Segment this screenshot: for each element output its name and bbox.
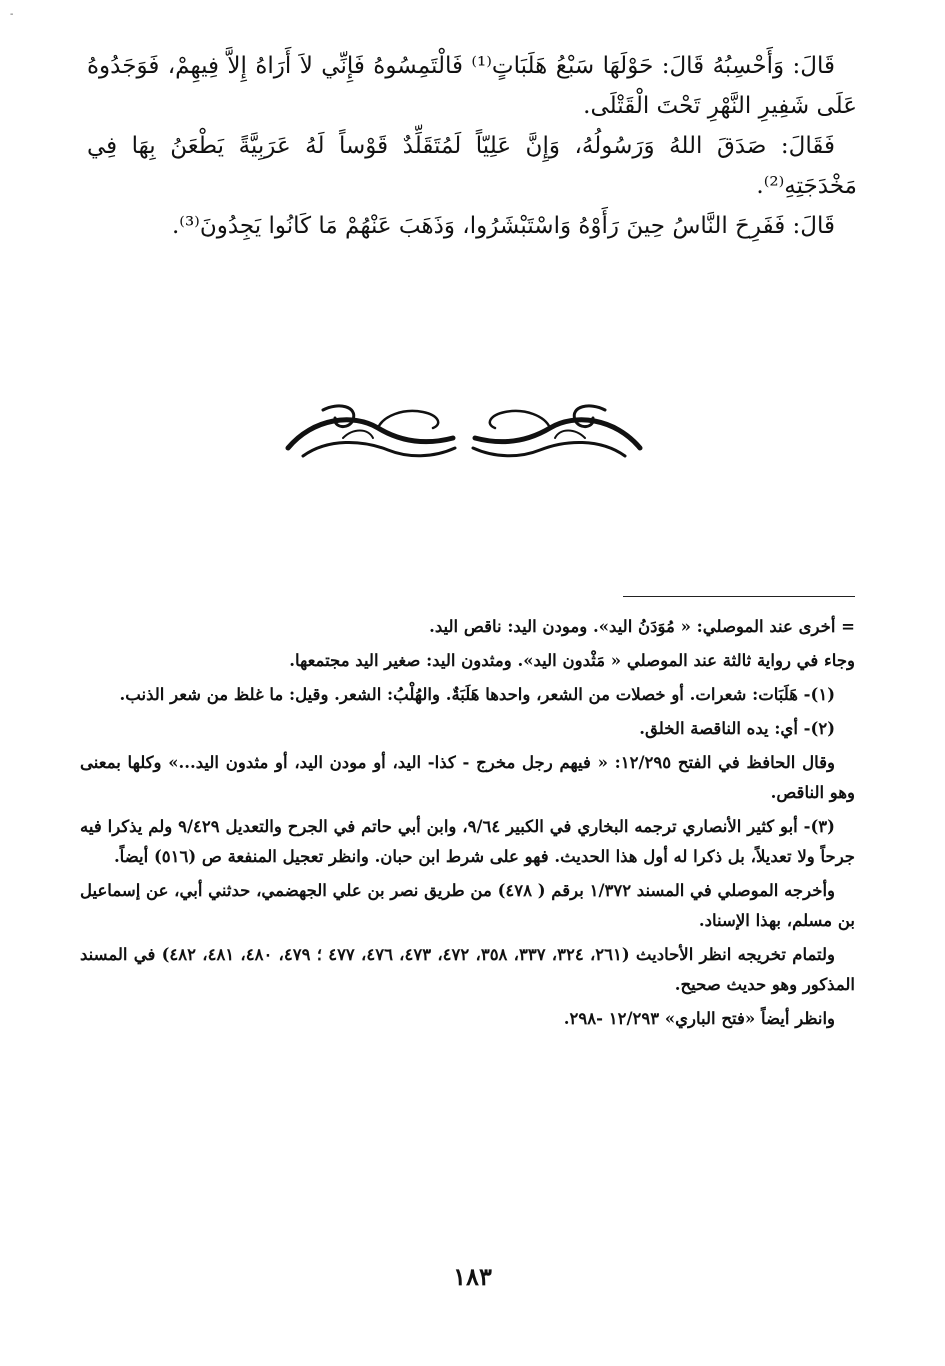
footnote-line: وجاء في رواية ثالثة عند الموصلي « مَثْدون اليد». ومثدون اليد: صغير اليد مجتمعها.: [289, 651, 855, 670]
footnote-3: (٣)- أبو كثير الأنصاري ترجمه البخاري في الكبير ٩/٦٤، وابن أبي حاتم في الجرح والتعديل ٩/٤٢٩ ولم يذكرا فيه جرحاً ولا تعديلاً، بل ذكرا له أول هذا الحديث. فهو على شرط ابن حبان. وانظر تعجيل المنفعة ص (٥١٦) أيضاً.: [80, 817, 855, 866]
footnote-line: وأخرجه الموصلي في المسند ١/٣٧٢ برقم ( ٤٧٨) من طريق نصر بن علي الجهضمي، حدثني أبي، عن إسماعيل بن مسلم، بهذا الإسناد.: [79, 881, 855, 930]
footnote-2: (٢)- أي: يده الناقصة الخلق.: [639, 719, 835, 738]
footnote-separator: [623, 596, 855, 597]
footnote-line: ولتمام تخريجه انظر الأحاديث (٢٦١، ٣٢٤، ٣٣٧، ٣٥٨، ٤٧٢، ٤٧٣، ٤٧٦، ٤٧٧ ؛ ٤٧٩، ٤٨٠، ٤٨١، ٤٨٢) في المسند المذكور وهو حديث صحيح.: [80, 945, 855, 994]
paragraph-3: قَالَ: فَفَرِحَ النَّاسُ حِينَ رَأَوْهُ وَاسْتَبْشَرُوا، وَذَهَبَ عَنْهُمْ مَا كَانُوا يَجِدُونَ⁽³⁾.: [171, 213, 835, 239]
footnote-1: (١)- هَلَبَات: شعرات. أو خصلات من الشعر، واحدها هَلَبَةٌ. والهُلْبُ: الشعر. وقيل: ما غلظ من شعر الذنب.: [119, 685, 835, 704]
main-text: [87, 46, 857, 246]
footnote-line: = أخرى عند الموصلي: « مُوَدَنُ اليد». ومودن اليد: ناقص اليد.: [429, 617, 855, 636]
paragraph-2: فَقَالَ: صَدَقَ اللهُ وَرَسُولُهُ، وَإِنَّ عَلِيّاً لَمُتَقَلِّدٌ قَوْساً لَهُ عَرَبِيَّةً يَطْعَنُ بِهَا فِي مَخْدَجَتِهِ⁽²⁾.: [87, 133, 857, 199]
corner-mark: -: [10, 9, 14, 20]
footnote-line: وقال الحافظ في الفتح ١٢/٢٩٥: « فيهم رجل مخرج - كذا- اليد، أو مودن اليد، أو مثدون اليد...» وكلها بمعنى وهو الناقص.: [80, 753, 855, 802]
page-number: ١٨٣: [453, 1262, 492, 1291]
paragraph-1: قَالَ: وَأَحْسِبُهُ قَالَ: حَوْلَهَا سَبْعُ هَلَبَاتٍ⁽¹⁾ فَالْتَمِسُوهُ فَإِنِّي لاَ أَرَاهُ إِلاَّ فِيهِمْ، فَوَجَدُوهُ عَلَى شَفِيرِ النَّهْرِ تَحْتَ الْقَتْلَى.: [87, 53, 857, 119]
ornament-divider-icon: [283, 398, 645, 466]
footnote-line: وانظر أيضاً «فتح الباري» ١٢/٢٩٣ -٢٩٨.: [563, 1009, 835, 1028]
footnotes: [80, 612, 855, 1034]
